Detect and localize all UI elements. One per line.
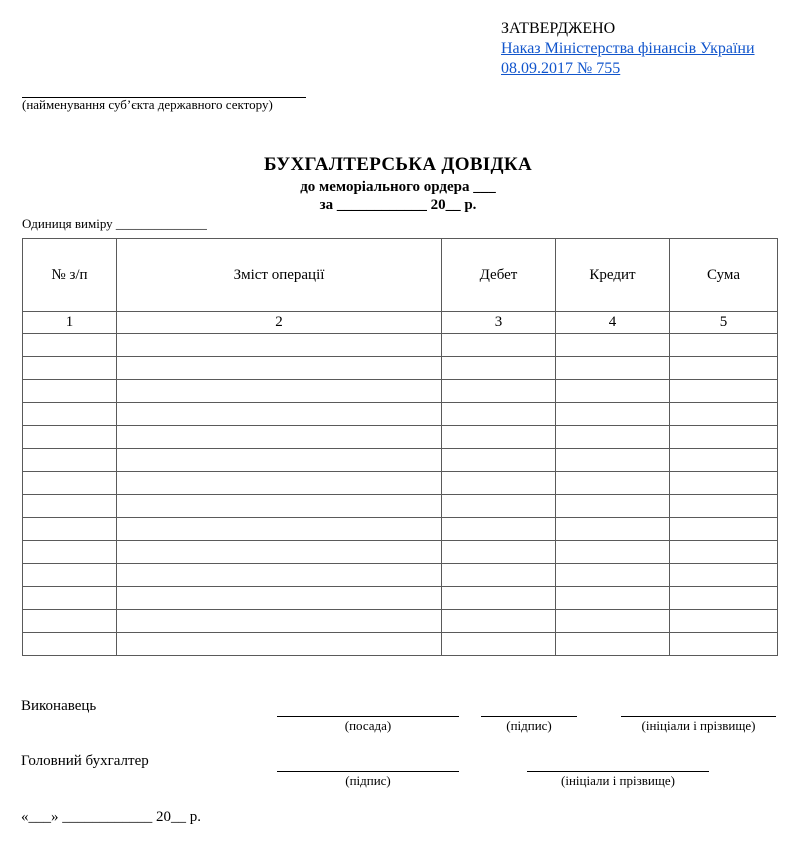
table-row: [23, 587, 778, 610]
table-cell[interactable]: [670, 380, 778, 403]
table-cell[interactable]: [556, 334, 670, 357]
table-cell[interactable]: [117, 334, 442, 357]
table-cell[interactable]: [442, 426, 556, 449]
table-cell[interactable]: [23, 518, 117, 541]
table-row: [23, 518, 778, 541]
date-line: «___» ____________ 20__ р.: [21, 809, 201, 825]
table-row: [23, 495, 778, 518]
table-cell[interactable]: [117, 403, 442, 426]
table-cell[interactable]: [670, 334, 778, 357]
table-cell[interactable]: [117, 587, 442, 610]
table-cell[interactable]: [556, 472, 670, 495]
table-cell[interactable]: [556, 610, 670, 633]
table-cell[interactable]: [442, 587, 556, 610]
table-row: [23, 472, 778, 495]
column-number: 2: [117, 312, 442, 334]
document-title: БУХГАЛТЕРСЬКА ДОВІДКА: [264, 154, 532, 175]
table-cell[interactable]: [442, 449, 556, 472]
table-row: [23, 449, 778, 472]
table-cell[interactable]: [670, 633, 778, 656]
table-row: [23, 610, 778, 633]
table-cell[interactable]: [23, 472, 117, 495]
table-cell[interactable]: [23, 633, 117, 656]
table-cell[interactable]: [23, 449, 117, 472]
table-row: [23, 357, 778, 380]
executor-signature-caption: (підпис): [506, 718, 552, 733]
executor-signature-line: [481, 716, 577, 717]
table-cell[interactable]: [670, 449, 778, 472]
table-cell[interactable]: [23, 610, 117, 633]
table-cell[interactable]: [670, 587, 778, 610]
table-cell[interactable]: [670, 541, 778, 564]
executor-position-line: [277, 716, 459, 717]
operations-table: [22, 238, 778, 656]
table-cell[interactable]: [442, 541, 556, 564]
table-cell[interactable]: [556, 587, 670, 610]
header-number: № з/п: [23, 239, 117, 312]
chief-accountant-signature-caption: (підпис): [345, 773, 391, 788]
approval-date-link[interactable]: 08.09.2017 № 755: [501, 60, 621, 77]
table-cell[interactable]: [23, 495, 117, 518]
table-cell[interactable]: [442, 633, 556, 656]
table-cell[interactable]: [117, 633, 442, 656]
header-credit: Кредит: [556, 239, 670, 312]
approval-order-link[interactable]: Наказ Міністерства фінансів України: [501, 40, 755, 57]
executor-name-line: [621, 716, 776, 717]
table-cell[interactable]: [442, 334, 556, 357]
table-row: [23, 426, 778, 449]
table-cell[interactable]: [556, 541, 670, 564]
table-cell[interactable]: [442, 610, 556, 633]
entity-name-caption: (найменування суб’єкта державного сектору): [22, 97, 273, 112]
column-number: 3: [442, 312, 556, 334]
table-cell[interactable]: [117, 495, 442, 518]
table-cell[interactable]: [442, 380, 556, 403]
table-cell[interactable]: [670, 564, 778, 587]
table-cell[interactable]: [117, 610, 442, 633]
approval-heading: ЗАТВЕРДЖЕНО: [501, 20, 616, 37]
document-period: за ____________ 20__ р.: [319, 197, 477, 213]
table-cell[interactable]: [670, 495, 778, 518]
table-cell[interactable]: [556, 426, 670, 449]
table-cell[interactable]: [23, 587, 117, 610]
document-subtitle: до меморіального ордера ___: [300, 179, 496, 195]
table-cell[interactable]: [442, 518, 556, 541]
executor-position-caption: (посада): [344, 718, 392, 733]
table-cell[interactable]: [556, 403, 670, 426]
header-debit: Дебет: [442, 239, 556, 312]
table-cell[interactable]: [117, 564, 442, 587]
chief-accountant-name-line: [527, 771, 709, 772]
executor-name-caption: (ініціали і прізвище): [641, 718, 756, 733]
table-cell[interactable]: [442, 564, 556, 587]
unit-of-measure-label: Одиниця виміру ______________: [22, 216, 207, 231]
table-row: [23, 633, 778, 656]
table-cell[interactable]: [556, 357, 670, 380]
chief-accountant-name-caption: (ініціали і прізвище): [561, 773, 675, 788]
table-row: [23, 380, 778, 403]
table-cell[interactable]: [442, 495, 556, 518]
table-cell[interactable]: [117, 449, 442, 472]
table-cell[interactable]: [556, 495, 670, 518]
table-cell[interactable]: [23, 403, 117, 426]
table-cell[interactable]: [670, 610, 778, 633]
table-cell[interactable]: [117, 426, 442, 449]
table-cell[interactable]: [117, 541, 442, 564]
table-cell[interactable]: [670, 518, 778, 541]
column-number: 5: [670, 312, 778, 334]
table-cell[interactable]: [23, 334, 117, 357]
table-cell[interactable]: [23, 564, 117, 587]
table-cell[interactable]: [556, 633, 670, 656]
executor-label: Виконавець: [21, 698, 97, 714]
table-cell[interactable]: [117, 380, 442, 403]
table-cell[interactable]: [556, 564, 670, 587]
column-number: 4: [556, 312, 670, 334]
table-cell[interactable]: [556, 449, 670, 472]
table-cell[interactable]: [670, 472, 778, 495]
chief-accountant-label: Головний бухгалтер: [21, 753, 149, 769]
table-cell[interactable]: [556, 380, 670, 403]
table-cell[interactable]: [23, 357, 117, 380]
column-number: 1: [23, 312, 117, 334]
column-number-row: [23, 312, 778, 334]
table-cell[interactable]: [670, 357, 778, 380]
table-cell[interactable]: [556, 518, 670, 541]
table-cell[interactable]: [442, 403, 556, 426]
table-cell[interactable]: [23, 541, 117, 564]
table-cell[interactable]: [670, 403, 778, 426]
table-row: [23, 564, 778, 587]
table-row: [23, 403, 778, 426]
blank-rows: [23, 334, 778, 656]
chief-accountant-signature-line: [277, 771, 459, 772]
table-cell[interactable]: [670, 426, 778, 449]
table-cell[interactable]: [23, 426, 117, 449]
table-row: [23, 334, 778, 357]
table-cell[interactable]: [442, 472, 556, 495]
header-amount: Сума: [670, 239, 778, 312]
table-cell[interactable]: [117, 357, 442, 380]
header-operation-content: Зміст операції: [117, 239, 442, 312]
table-cell[interactable]: [117, 518, 442, 541]
table-cell[interactable]: [23, 380, 117, 403]
table-cell[interactable]: [442, 357, 556, 380]
table-cell[interactable]: [117, 472, 442, 495]
table-row: [23, 541, 778, 564]
table-header-row: [23, 239, 778, 312]
